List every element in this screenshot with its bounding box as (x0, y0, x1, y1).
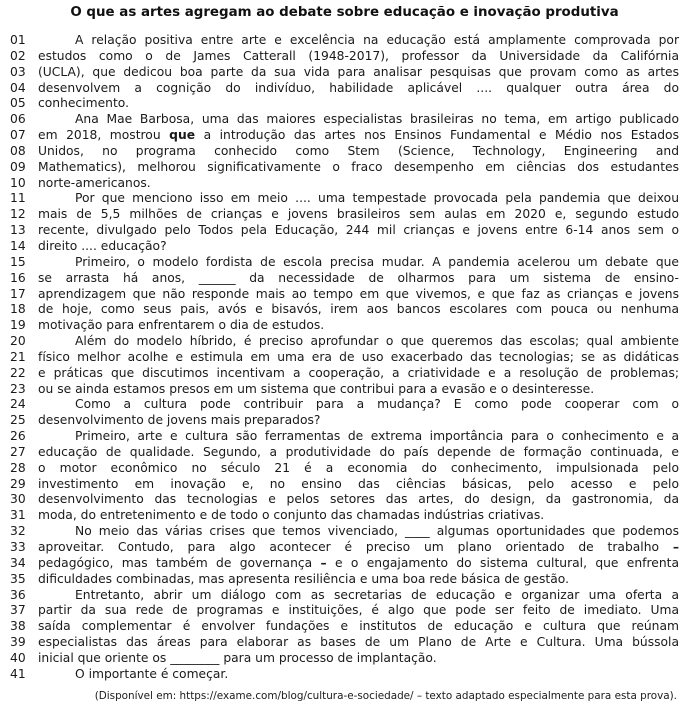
line-text: Primeiro, arte e cultura são ferramentas de extrema importância para o conhecimento e a (75, 429, 679, 444)
line-text: moda, do entretenimento e de todo o conjunto das chamadas indústrias criativas. (38, 508, 545, 523)
line-number: 31 (10, 508, 26, 523)
line-number: 07 (10, 128, 26, 143)
line-number: 24 (10, 397, 26, 412)
line-number: 33 (10, 540, 26, 554)
line-number: 40 (10, 650, 26, 665)
line-text: mais de 5,5 milhões de crianças e jovens brasileiros sem aulas em 2020 e, segundo estudo (38, 207, 679, 222)
line-text: saída complementar é envolver fundações e institutos de educação e cultura que reúnam (38, 619, 679, 634)
text-line (10, 160, 679, 176)
line-number: 13 (10, 223, 26, 238)
line-text: direito .... educação? (38, 238, 167, 253)
line-text: conhecimento. (38, 96, 129, 111)
line-number: 17 (10, 286, 26, 301)
text-line (10, 461, 679, 477)
text-line (10, 619, 679, 635)
text-line (10, 382, 679, 398)
text-line (10, 429, 679, 445)
line-number: 15 (10, 254, 26, 269)
line-text: Primeiro, o modelo fordista de escola precisa mudar. A pandemia acelerou um debate que (75, 254, 679, 269)
text-line (10, 651, 679, 667)
line-number: 02 (10, 48, 26, 63)
line-text: dificuldades combinadas, mas apresenta resiliência e uma boa rede básica de gestão. (38, 571, 569, 586)
text-line (10, 350, 679, 366)
line-number: 34 (10, 555, 26, 570)
text-line (10, 477, 679, 493)
line-text: recente, divulgado pelo Todos pela Educação, 244 mil crianças e jovens entre 6-14 anos sem o (38, 223, 679, 238)
line-number: 06 (10, 112, 26, 127)
text-line (10, 603, 679, 619)
text-line (10, 667, 679, 683)
line-text: Além do modelo híbrido, é preciso aprofundar o que queremos das escolas; qual ambiente (75, 334, 679, 349)
line-number: 36 (10, 587, 26, 602)
line-number: 18 (10, 302, 26, 317)
line-number: 08 (10, 143, 26, 158)
line-number: 29 (10, 476, 26, 491)
line-text: pedagógico, mas também de governança – e o engajamento do sistema cultural, que enfrenta (38, 555, 679, 570)
text-line (10, 112, 679, 128)
line-number: 14 (10, 238, 26, 253)
line-number: 25 (10, 413, 26, 428)
line-text: Mathematics), melhorou significativamente o fraco desempenho em ciências dos estudantes (38, 159, 679, 174)
line-text: aprendizagem que não responde mais ao tempo em que vivemos, e que faz as crianças e jovens (38, 286, 679, 301)
line-text: (UCLA), que dedicou boa parte da sua vida para analisar pesquisas que provam como as artes (38, 64, 679, 79)
line-number: 05 (10, 96, 26, 111)
text-line (10, 556, 679, 572)
line-number: 04 (10, 80, 26, 95)
line-text: ou se ainda estamos presos em um sistema que contribui para a evasão e o desinteresse. (38, 381, 595, 396)
line-text: motivação para enfrentarem o dia de estudos. (38, 318, 325, 333)
line-text: físico melhor acolhe e estimula em uma era de uso exacerbado das tecnologias; se as didáticas (38, 349, 679, 364)
text-line (10, 588, 679, 604)
text-line (10, 65, 679, 81)
line-text: investimento em inovação e, no ensino das ciências básicas, pelo acesso e pelo (38, 476, 679, 491)
text-line (10, 207, 679, 223)
text-line (10, 572, 679, 588)
text-line (10, 635, 679, 651)
line-number: 11 (10, 191, 26, 206)
line-text: partir da sua rede de programas e instituições, é algo que pode ser feito de imediato. Uma (38, 603, 679, 618)
line-text: inicial que oriente os ________ para um processo de implantação. (38, 650, 437, 665)
text-line (10, 508, 679, 524)
text-line (10, 191, 679, 207)
text-line (10, 413, 679, 429)
text-line (10, 366, 679, 382)
line-number: 19 (10, 318, 26, 333)
line-number: 03 (10, 64, 26, 79)
line-number: 41 (10, 666, 26, 681)
line-number: 38 (10, 619, 26, 634)
line-number: 10 (10, 175, 26, 190)
line-text: desenvolvimento das tecnologias e pelos setores das artes, do design, da gastronomia, da (38, 492, 679, 507)
text-line (10, 445, 679, 461)
line-number: 32 (10, 524, 26, 539)
line-number: 30 (10, 492, 26, 507)
text-line (10, 176, 679, 192)
line-text: o motor econômico no século 21 é a economia do conhecimento, impulsionada pelo (38, 460, 679, 475)
text-line (10, 96, 679, 112)
text-line (10, 239, 679, 255)
text-body (10, 33, 679, 683)
line-number: 37 (10, 603, 26, 618)
text-line (10, 524, 679, 540)
line-number: 23 (10, 381, 26, 396)
line-number: 22 (10, 365, 26, 380)
line-text: A relação positiva entre arte e excelência na educação está amplamente comprovada por (75, 33, 679, 47)
text-line (10, 492, 679, 508)
text-line (10, 81, 679, 97)
text-line (10, 144, 679, 160)
line-number: 26 (10, 429, 26, 444)
text-line (10, 255, 679, 271)
line-number: 01 (10, 33, 26, 47)
line-number: 12 (10, 207, 26, 222)
line-text: Entretanto, abrir um diálogo com as secretarias de educação e organizar uma oferta a (75, 587, 679, 602)
text-line (10, 540, 679, 556)
line-text: desenvolvem a cognição do indivíduo, habilidade aplicável .... qualquer outra área do (38, 80, 679, 95)
text-line (10, 397, 679, 413)
line-text: de hoje, como seus pais, avós e bisavós, irem aos bancos escolares com pouca ou nenhuma (38, 302, 679, 317)
text-line (10, 223, 679, 239)
line-number: 28 (10, 460, 26, 475)
line-number: 09 (10, 159, 26, 174)
line-number: 16 (10, 270, 26, 285)
line-text: se arrasta há anos, ______ da necessidade de olharmos para um sistema de ensino- (38, 270, 679, 285)
line-text: e práticas que discutimos incentivam a cooperação, a criatividade e a resolução de problemas; (38, 365, 679, 380)
line-text: Ana Mae Barbosa, uma das maiores especialistas brasileiras no tema, em artigo publicado (75, 112, 679, 127)
line-text: em 2018, mostrou que a introdução das artes nos Ensinos Fundamental e Médio nos Estados (38, 128, 679, 143)
text-line (10, 49, 679, 65)
line-number: 21 (10, 349, 26, 364)
line-number: 39 (10, 635, 26, 650)
text-line (10, 334, 679, 350)
line-number: 20 (10, 334, 26, 349)
line-number: 27 (10, 444, 26, 459)
text-line (10, 318, 679, 334)
text-line (10, 287, 679, 303)
line-text: Por que menciono isso em meio .... uma tempestade provocada pela pandemia que deixou (75, 191, 679, 206)
line-text: O importante é começar. (75, 666, 229, 681)
text-line (10, 302, 679, 318)
line-text: desenvolvimento de jovens mais preparados? (38, 413, 321, 428)
line-number: 35 (10, 571, 26, 586)
line-text: Unidos, no programa conhecido como Stem (Science, Technology, Engineering and (38, 143, 679, 158)
line-text: estudos como o de James Catterall (1948-2017), professor da Universidade da Califórnia (38, 48, 679, 63)
line-text: Como a cultura pode contribuir para a mudança? E como pode cooperar com o (75, 397, 679, 412)
source-note: (Disponível em: https://exame.com/blog/cultura-e-sociedade/ – texto adaptado especialmente para esta prova). (94, 689, 677, 702)
line-text: especialistas das áreas para elaborar as bases de um Plano de Arte e Cultura. Uma bússola (38, 635, 679, 650)
text-line (10, 128, 679, 144)
text-line (10, 33, 679, 49)
line-text: aproveitar. Contudo, para algo acontecer é preciso um plano orientado de trabalho – (38, 540, 679, 554)
line-text: norte-americanos. (38, 175, 151, 190)
line-text: No meio das várias crises que temos vivenciado, ____ algumas oportunidades que podemos (75, 524, 679, 539)
text-line (10, 271, 679, 287)
line-text: educação de qualidade. Segundo, a produtividade do país depende de formação continuada, e (38, 444, 679, 459)
page-title: O que as artes agregam ao debate sobre educação e inovação produtiva (70, 5, 619, 20)
